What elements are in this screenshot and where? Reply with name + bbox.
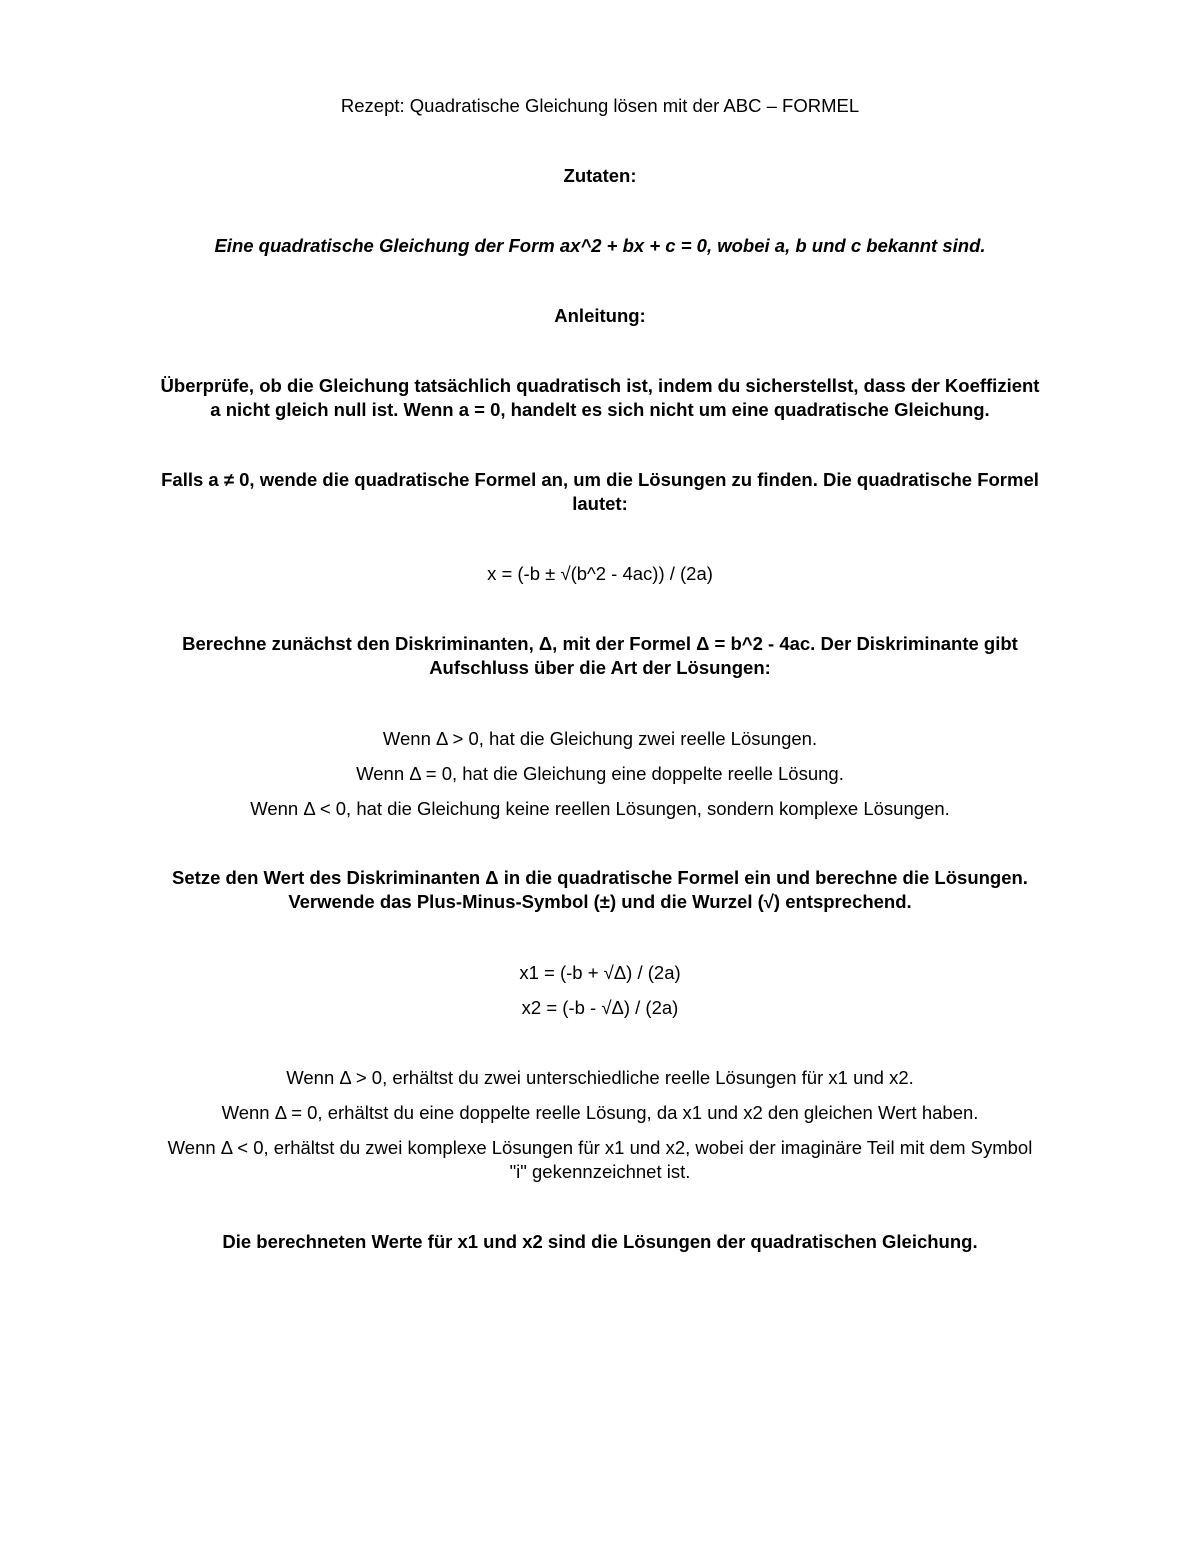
- case2-negative-line-2: "i" gekennzeichnet ist.: [509, 1161, 691, 1182]
- step3-line-1: Berechne zunächst den Diskriminanten, Δ, mit der Formel Δ = b^2 - 4ac. Der Diskriminante gibt: [182, 633, 1018, 654]
- step4-line-2: Verwende das Plus-Minus-Symbol (±) und die Wurzel (√) entsprechend.: [288, 891, 912, 912]
- ingredients-heading: Zutaten:: [563, 165, 637, 186]
- instructions-heading: Anleitung:: [554, 305, 646, 326]
- case2-negative-line-1: Wenn Δ < 0, erhältst du zwei komplexe Lösungen für x1 und x2, wobei der imaginäre Teil mit dem Symbol: [167, 1137, 1033, 1158]
- case2-zero: Wenn Δ = 0, erhältst du eine doppelte reelle Lösung, da x1 und x2 den gleichen Wert haben.: [221, 1102, 979, 1123]
- step3-line-2: Aufschluss über die Art der Lösungen:: [429, 657, 771, 678]
- step4-line-1: Setze den Wert des Diskriminanten Δ in die quadratische Formel ein und berechne die Lösungen.: [172, 867, 1028, 888]
- step2-line-1: Falls a ≠ 0, wende die quadratische Formel an, um die Lösungen zu finden. Die quadratische Formel: [161, 469, 1039, 490]
- case1-negative: Wenn Δ < 0, hat die Gleichung keine reellen Lösungen, sondern komplexe Lösungen.: [250, 798, 950, 819]
- ingredients-text: Eine quadratische Gleichung der Form ax^2 + bx + c = 0, wobei a, b und c bekannt sind.: [214, 235, 986, 256]
- case1-positive: Wenn Δ > 0, hat die Gleichung zwei reelle Lösungen.: [382, 728, 818, 749]
- step1-line-2: a nicht gleich null ist. Wenn a = 0, handelt es sich nicht um eine quadratische Gleichung.: [210, 399, 990, 420]
- solution-x1: x1 = (-b + √Δ) / (2a): [519, 962, 681, 983]
- solution-x2: x2 = (-b - √Δ) / (2a): [521, 997, 679, 1018]
- quadratic-formula: x = (-b ± √(b^2 - 4ac)) / (2a): [487, 563, 713, 584]
- case1-zero: Wenn Δ = 0, hat die Gleichung eine doppelte reelle Lösung.: [356, 763, 844, 784]
- step1-line-1: Überprüfe, ob die Gleichung tatsächlich quadratisch ist, indem du sicherstellst, dass der Koeffizient: [160, 375, 1040, 396]
- conclusion: Die berechneten Werte für x1 und x2 sind die Lösungen der quadratischen Gleichung.: [222, 1231, 978, 1252]
- step2-line-2: lautet:: [572, 493, 628, 514]
- document-title: Rezept: Quadratische Gleichung lösen mit der ABC – FORMEL: [340, 95, 860, 116]
- case2-positive: Wenn Δ > 0, erhältst du zwei unterschiedliche reelle Lösungen für x1 und x2.: [286, 1067, 914, 1088]
